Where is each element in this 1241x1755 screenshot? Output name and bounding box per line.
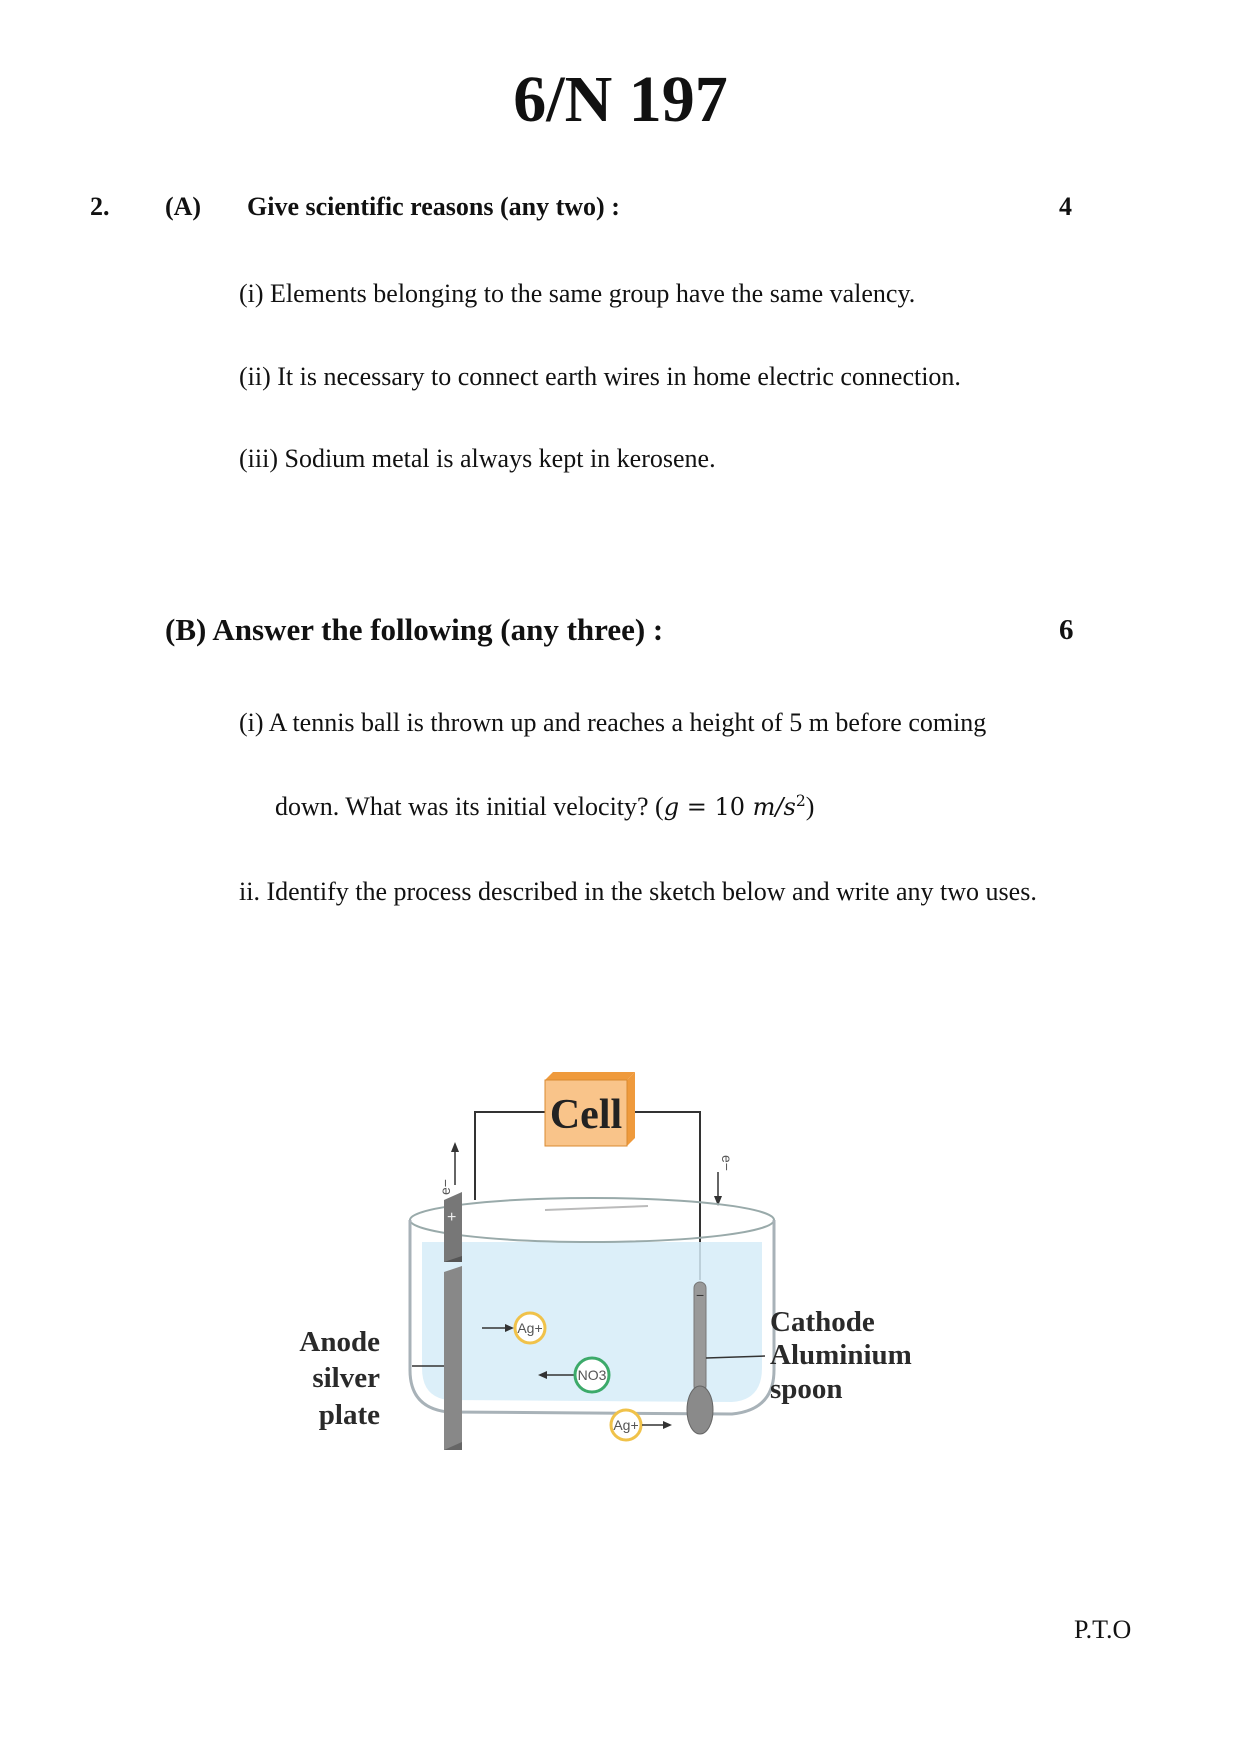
section-b-item-1-line-2: down. What was its initial velocity? (g = 10 $m/s^2$) [275, 792, 815, 821]
anode-plate-face-bottom [444, 1266, 462, 1450]
beaker-rim [410, 1198, 774, 1242]
section-a-marks: 4 [1059, 192, 1072, 221]
minus-sign: − [696, 1287, 705, 1303]
electron-arrow-down [714, 1155, 735, 1206]
anode-wire [475, 1112, 545, 1200]
cell-side [627, 1072, 635, 1146]
ag-ion-2-label: Ag+ [613, 1417, 639, 1433]
cathode-label-3: spoon [770, 1373, 843, 1405]
spoon-bowl [687, 1386, 713, 1434]
section-a-heading: Give scientific reasons (any two) : [247, 192, 620, 221]
section-a-item-3: (iii) Sodium metal is always kept in kerosene. [239, 444, 716, 473]
electron-label-right: e− [719, 1155, 735, 1171]
ag-ion-1-label: Ag+ [517, 1320, 543, 1336]
anode-label-2: silver [312, 1362, 380, 1394]
section-a-label: (A) [165, 192, 202, 221]
cell-box [545, 1072, 635, 1146]
gravity-formula: g = 10 $m/s^2$ [663, 792, 806, 821]
anode-plate-face-top [444, 1192, 462, 1262]
section-a-item-2: (ii) It is necessary to connect earth wires in home electric connection. [239, 362, 961, 391]
electroplating-svg [299, 1060, 940, 1540]
rim-highlight [545, 1206, 648, 1210]
section-b-item-1-line-1: (i) A tennis ball is thrown up and reaches a height of 5 m before coming [239, 708, 987, 737]
cathode-label-2: Aluminium [770, 1339, 912, 1371]
plus-sign: + [447, 1209, 457, 1226]
section-b-item-2: ii. Identify the process described in the sketch below and write any two uses. [239, 877, 1037, 906]
section-b-marks: 6 [1059, 614, 1074, 646]
section-a-item-1: (i) Elements belonging to the same group have the same valency. [239, 279, 916, 308]
cell-top [545, 1072, 635, 1080]
anode-label-1: Anode [299, 1326, 380, 1358]
question-number: 2. [90, 192, 110, 221]
electroplating-diagram [299, 1060, 940, 1540]
anode-plate [444, 1192, 462, 1450]
no3-ion-label: NO3 [577, 1367, 607, 1383]
electron-label-left: e− [437, 1179, 453, 1195]
pto-note: P.T.O [1074, 1615, 1132, 1644]
cathode-label-1: Cathode [770, 1306, 875, 1338]
paper-code: 6/N 197 [513, 63, 728, 136]
cell-label: Cell [549, 1092, 623, 1138]
section-b-heading: (B) Answer the following (any three) : [165, 612, 664, 647]
electron-arrow-up [437, 1142, 459, 1195]
anode-label-3: plate [318, 1399, 380, 1431]
